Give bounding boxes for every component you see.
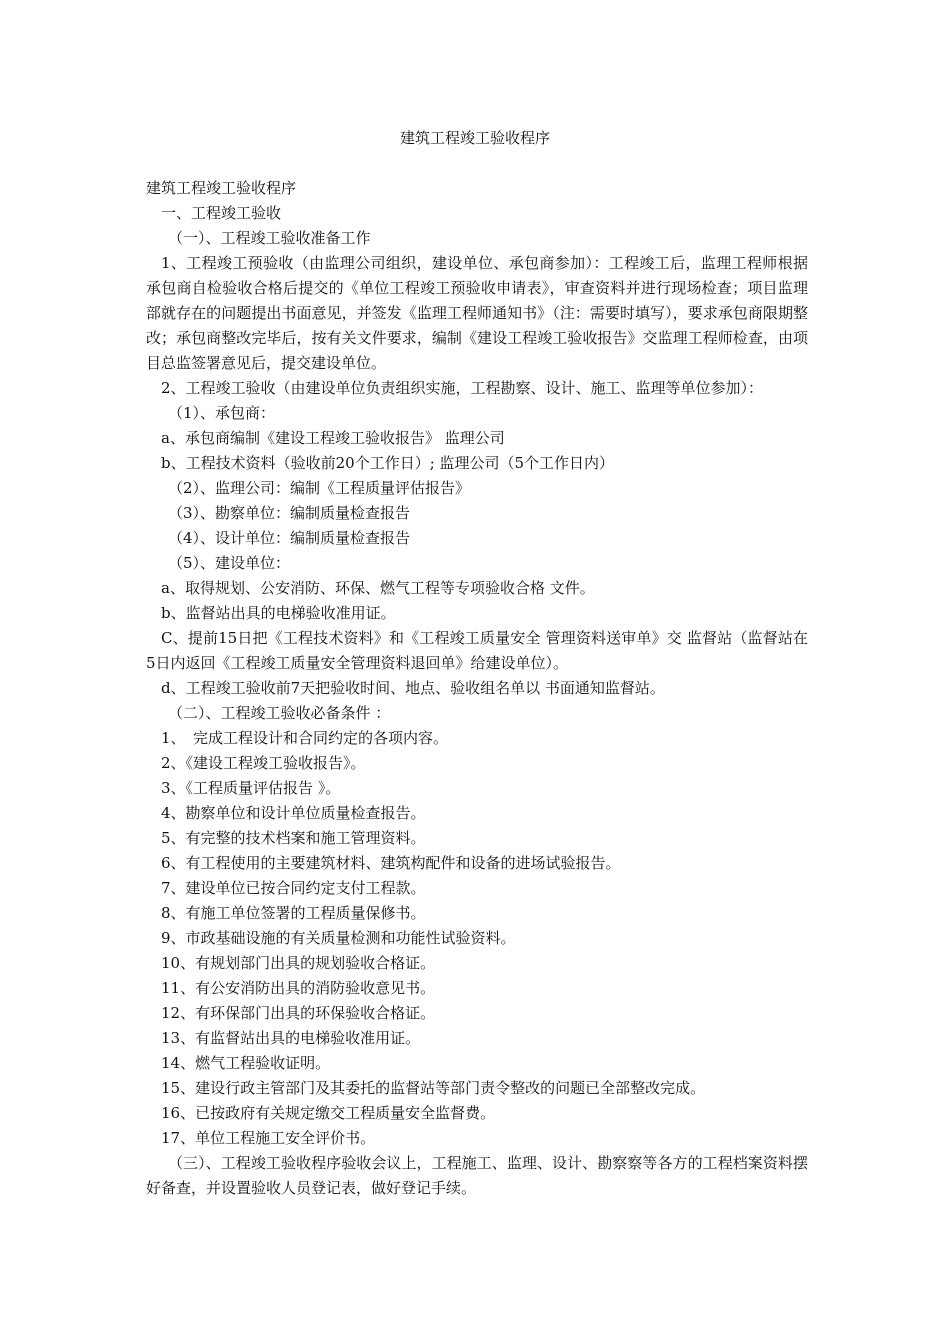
document-paragraph: （1）、承包商： <box>168 404 276 422</box>
document-paragraph: （二）、工程竣工验收必备条件 ： <box>168 704 391 722</box>
document-paragraph: 7、建设单位已按合同约定支付工程款。 <box>161 879 426 897</box>
document-paragraph: 1、工程竣工预验收（由监理公司组织，建设单位、承包商参加）：工程竣工后，监理工程师根据承包商自检验收合格后提交的《单位工程竣工预验收申请表》，审查资料并进行现场检查；项目监理部就存在的问题提出书面意见，并签发《监理工程师通知书》（注：需要时填写），要求承包商限期整改；承包商整改完毕后，按有关文件要求，编制《建设工程竣工验收报告》交监理工程师检查，由项目总监签署意见后，提交建设单位。 <box>146 254 808 372</box>
document-paragraph: （3）、勘察单位：编制质量检查报告 <box>168 504 411 522</box>
document-paragraph: 6、有工程使用的主要建筑材料、建筑构配件和设备的进场试验报告。 <box>161 854 621 872</box>
document-paragraph: 13、有监督站出具的电梯验收准用证。 <box>161 1029 421 1047</box>
document-body <box>146 176 808 1201</box>
document-paragraph: a、承包商编制《建设工程竣工验收报告》 监理公司 <box>161 429 505 447</box>
document-paragraph: 9、市政基础设施的有关质量检测和功能性试验资料。 <box>161 929 516 947</box>
document-paragraph: d、工程竣工验收前7天把验收时间、地点、验收组名单以 书面通知监督站。 <box>161 679 665 697</box>
document-paragraph: 10、有规划部门出具的规划验收合格证。 <box>161 954 436 972</box>
document-paragraph: 12、有环保部门出具的环保验收合格证。 <box>161 1004 436 1022</box>
document-paragraph: 16、已按政府有关规定缴交工程质量安全监督费。 <box>161 1104 496 1122</box>
document-paragraph: 11、有公安消防出具的消防验收意见书。 <box>161 979 436 997</box>
document-paragraph: （三）、工程竣工验收程序验收会议上，工程施工、监理、设计、勘察察等各方的工程档案资料摆好备查，并设置验收人员登记表，做好登记手续。 <box>146 1154 808 1197</box>
document-paragraph: 5、有完整的技术档案和施工管理资料。 <box>161 829 426 847</box>
document-paragraph: 2、《建设工程竣工验收报告》。 <box>161 754 366 772</box>
document-paragraph: （4）、设计单位：编制质量检查报告 <box>168 529 411 547</box>
document-paragraph: （5）、建设单位： <box>168 554 291 572</box>
document-paragraph: 8、有施工单位签署的工程质量保修书。 <box>161 904 426 922</box>
document-paragraph: C、提前15日把《工程技术资料》和《工程竣工质量安全 管理资料送审单》交 监督站（监督站在5日内返回《工程竣工质量安全管理资料退回单》给建设单位）。 <box>146 629 808 672</box>
document-paragraph: 一、工程竣工验收 <box>161 204 282 222</box>
document-title: 建筑工程竣工验收程序 <box>399 129 550 147</box>
document-paragraph: b、工程技术资料（验收前20个工作日）; 监理公司（5个工作日内） <box>161 454 615 472</box>
document-paragraph: （一）、工程竣工验收准备工作 <box>168 229 371 247</box>
document-paragraph: 4、勘察单位和设计单位质量检查报告。 <box>161 804 426 822</box>
document-paragraph: 1、 完成工程设计和合同约定的各项内容。 <box>161 729 449 747</box>
document-paragraph: （2）、监理公司：编制《工程质量评估报告》 <box>168 479 471 497</box>
document-paragraph: a、取得规划、公安消防、环保、燃气工程等专项验收合格 文件。 <box>161 579 595 597</box>
document-paragraph: 14、燃气工程验收证明。 <box>161 1054 331 1072</box>
document-paragraph: b、监督站出具的电梯验收准用证。 <box>161 604 396 622</box>
document-paragraph: 建筑工程竣工验收程序 <box>146 179 297 197</box>
document-paragraph: 15、建设行政主管部门及其委托的监督站等部门责令整改的问题已全部整改完成。 <box>161 1079 706 1097</box>
document-paragraph: 2、工程竣工验收（由建设单位负责组织实施，工程勘察、设计、施工、监理等单位参加）： <box>161 379 764 397</box>
document-paragraph: 17、单位工程施工安全评价书。 <box>161 1129 376 1147</box>
document-paragraph: 3、《工程质量评估报告 》。 <box>161 779 341 797</box>
